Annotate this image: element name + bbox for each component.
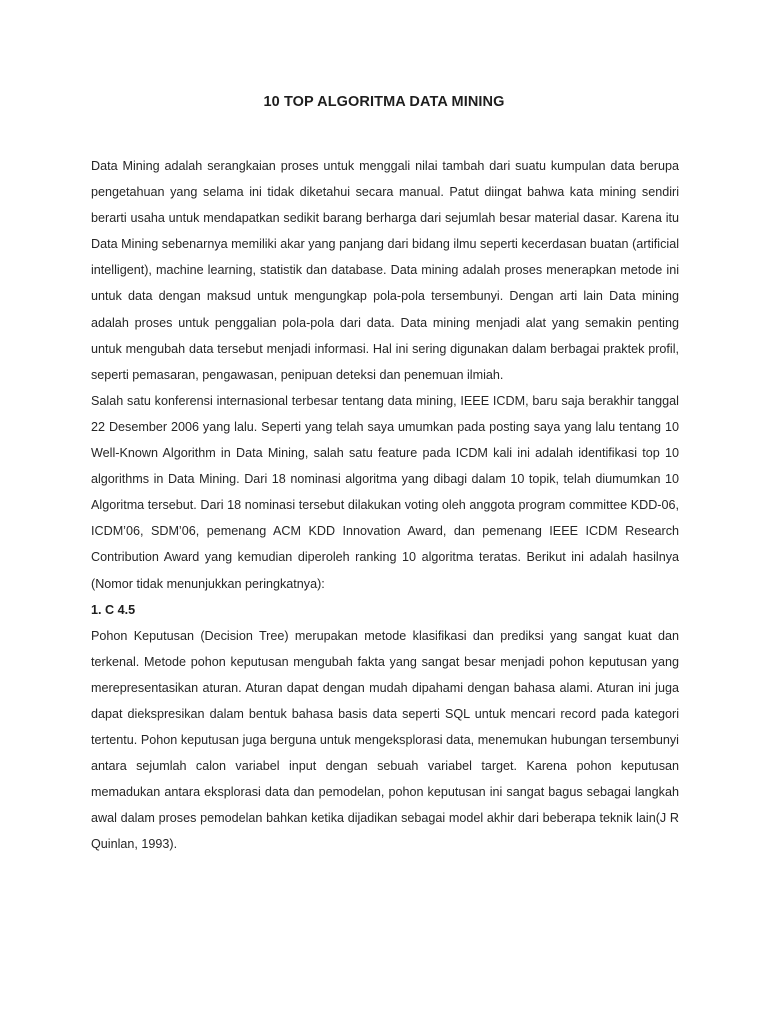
document-title: 10 TOP ALGORITMA DATA MINING [263,94,505,110]
conference-paragraph: Salah satu konferensi internasional terbesar tentang data mining, IEEE ICDM, baru saja berakhir tanggal 22 Desember 2006 yang lalu. Seperti yang telah saya umumkan pada posting saya yang lalu tentang 10 Well-Known Algorithm in Data Mining, salah satu feature pada ICDM kali ini adalah identifikasi top 10 algorithms in Data Mining. Dari 18 nominasi algoritma yang dibagi dalam 10 topik, telah diumumkan 10 Algoritma tersebut. Dari 18 nominasi tersebut dilakukan voting oleh anggota program committee KDD-06, ICDM’06, SDM’06, pemenang ACM KDD Innovation Award, dan pemenang IEEE ICDM Research Contribution Award yang kemudian diperoleh ranking 10 algoritma teratas. Berikut ini adalah hasilnya (Nomor tidak menunjukkan peringkatnya): [91,393,679,591]
intro-paragraph: Data Mining adalah serangkaian proses untuk menggali nilai tambah dari suatu kumpulan data berupa pengetahuan yang selama ini tidak diketahui secara manual. Patut diingat bahwa kata mining sendiri berarti usaha untuk mendapatkan sedikit barang berharga dari sejumlah besar material dasar. Karena itu Data Mining sebenarnya memiliki akar yang panjang dari bidang ilmu seperti kecerdasan buatan (artificial intelligent), machine learning, statistik dan database. Data mining adalah proses menerapkan metode ini untuk data dengan maksud untuk mengungkap pola-pola tersembunyi. Dengan arti lain Data mining adalah proses untuk penggalian pola-pola dari data. Data mining menjadi alat yang semakin penting untuk mengubah data tersebut menjadi informasi. Hal ini sering digunakan dalam berbagai praktek profil, seperti pemasaran, pengawasan, penipuan deteksi dan penemuan ilmiah. [91,159,679,382]
section-heading-c45: 1. C 4.5 [91,602,136,617]
document-body [91,153,679,858]
decision-tree-paragraph: Pohon Keputusan (Decision Tree) merupakan metode klasifikasi dan prediksi yang sangat kuat dan terkenal. Metode pohon keputusan mengubah fakta yang sangat besar menjadi pohon keputusan yang merepresentasikan aturan. Aturan dapat dengan mudah dipahami dengan bahasa alami. Aturan ini juga dapat diekspresikan dalam bentuk bahasa basis data seperti SQL untuk mencari record pada kategori tertentu. Pohon keputusan juga berguna untuk mengeksplorasi data, menemukan hubungan tersembunyi antara sejumlah calon variabel input dengan sebuah variabel target. Karena pohon keputusan memadukan antara eksplorasi data dan pemodelan, pohon keputusan ini sangat bagus sebagai langkah awal dalam proses pemodelan bahkan ketika dijadikan sebagai model akhir dari beberapa teknik lain(J R Quinlan, 1993). [91,628,679,852]
